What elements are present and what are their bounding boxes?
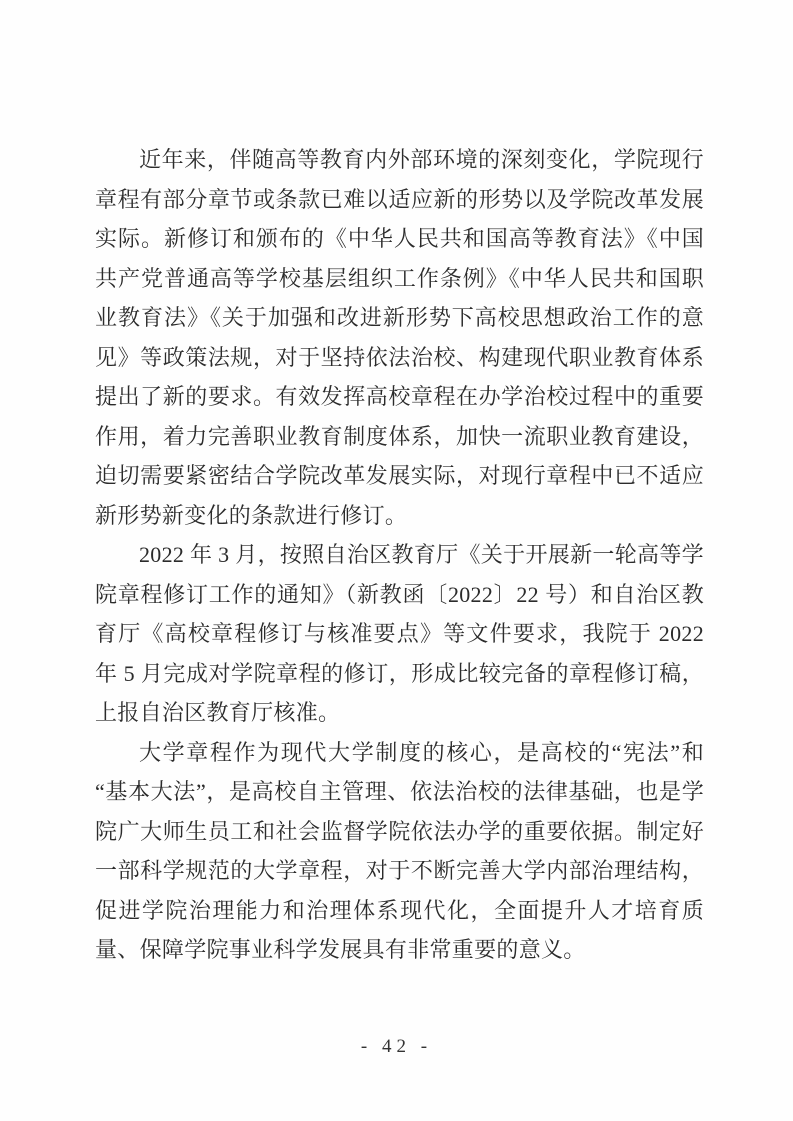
paragraph-1: 近年来，伴随高等教育内外部环境的深刻变化，学院现行章程有部分章节或条款已难以适应新的形势以及学院改革发展实际。新修订和颁布的《中华人民共和国高等教育法》《中国共产党普通高等学校基层组织工作条例》《中华人民共和国职业教育法》《关于加强和改进新形势下高校思想政治工作的意见》等政策法规，对于坚持依法治校、构建现代职业教育体系提出了新的要求。有效发挥高校章程在办学治校过程中的重要作用，着力完善职业教育制度体系，加快一流职业教育建设，迫切需要紧密结合学院改革发展实际，对现行章程中已不适应新形势新变化的条款进行修订。 <box>95 147 704 528</box>
document-body <box>95 140 704 970</box>
page-footer <box>0 1036 793 1058</box>
page-number: - 42 - <box>360 1036 433 1057</box>
paragraph-3: 大学章程作为现代大学制度的核心，是高校的“宪法”和“基本大法”，是高校自主管理、依法治校的法律基础，也是学院广大师生员工和社会监督学院依法办学的重要依据。制定好一部科学规范的大学章程，对于不断完善大学内部治理结构，促进学院治理能力和治理体系现代化，全面提升人才培育质量、保障学院事业科学发展具有非常重要的意义。 <box>95 739 704 962</box>
paragraph-2: 2022 年 3 月，按照自治区教育厅《关于开展新一轮高等学院章程修订工作的通知》（新教函〔2022〕22 号）和自治区教育厅《高校章程修订与核准要点》等文件要求，我院于 2022 年 5 月完成对学院章程的修订，形成比较完备的章程修订稿，上报自治区教育厅核准。 <box>95 542 704 725</box>
